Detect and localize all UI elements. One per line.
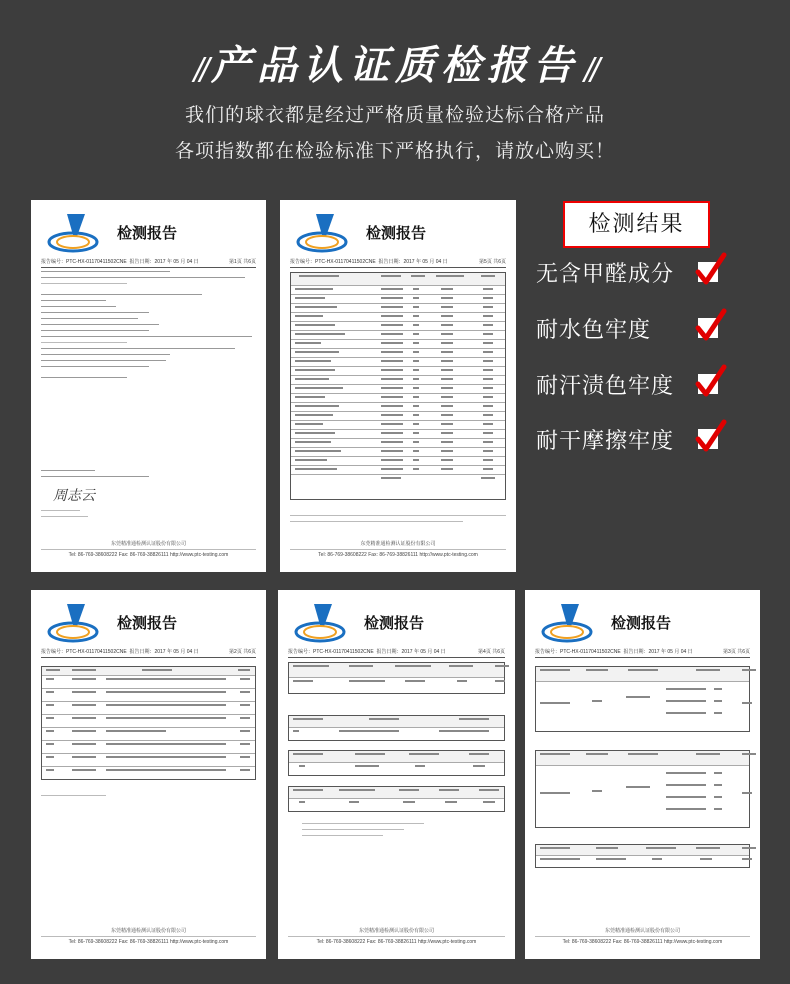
report-footer: 东莞精准通检测认证股份有限公司 Tel: 86-769-38608222 Fax: 86-769-38826111 http://www.ptc-testing.com (535, 927, 750, 945)
report-page-5 (280, 200, 516, 572)
report-meta: 报告编号：PTC-HX-01170411502CNE 报告日期：2017 年 05 月 04 日 第1页 共6页 (41, 258, 256, 268)
test-table (288, 750, 505, 776)
result-item-sweat-fastness: 耐汗渍色牢度 (536, 370, 736, 404)
report-meta: 报告编号：PTC-HX-01170411502CNE 报告日期：2017 年 05 月 04 日 第2页 共6页 (41, 648, 256, 658)
report-title: 检测报告 (366, 224, 427, 242)
report-page-4 (278, 590, 515, 959)
test-table (535, 666, 750, 732)
ptc-logo-icon (294, 212, 354, 256)
check-icon (694, 308, 728, 344)
report-footer: 东莞精准通检测认证股份有限公司 Tel: 86-769-38608222 Fax: 86-769-38826111 http://www.ptc-testing.com (41, 927, 256, 945)
test-table (288, 662, 505, 694)
report-footer: 东莞精准通检测认证股份有限公司 Tel: 86-769-38608222 Fax: 86-769-38826111 http://www.ptc-testing.com (41, 540, 256, 558)
report-body (41, 266, 256, 383)
page-title: 产品认证质检报告 (211, 43, 579, 89)
subtitle-line-2: 各项指数都在检验标准下严格执行，请放心购买！ (174, 140, 615, 162)
result-item-formaldehyde: 无含甲醛成分 (536, 258, 736, 292)
report-page-3 (525, 590, 760, 959)
check-icon (694, 252, 728, 288)
report-meta: 报告编号：PTC-HX-01170411502CNE 报告日期：2017 年 05 月 04 日 第4页 共6页 (288, 648, 505, 658)
report-title: 检测报告 (117, 614, 178, 632)
report-footer: 东莞精准通检测认证股份有限公司 Tel: 86-769-38608222 Fax: 86-769-38826111 http://www.ptc-testing.com (290, 540, 506, 558)
check-icon (694, 364, 728, 400)
report-title: 检测报告 (611, 614, 672, 632)
ptc-logo-icon (292, 602, 352, 646)
result-item-dry-rubbing: 耐干摩擦牢度 (536, 425, 736, 459)
report-footer: 东莞精准通检测认证股份有限公司 Tel: 86-769-38608222 Fax: 86-769-38826111 http://www.ptc-testing.com (288, 927, 505, 945)
report-meta: 报告编号：PTC-HX-01170411502CNE 报告日期：2017 年 05 月 04 日 第3页 共6页 (535, 648, 750, 658)
test-table (535, 844, 750, 868)
slash-right: // (584, 52, 597, 87)
report-title: 检测报告 (364, 614, 425, 632)
report-meta: 报告编号：PTC-HX-01170411502CNE 报告日期：2017 年 05 月 04 日 第5页 共6页 (290, 258, 506, 268)
test-table (288, 715, 505, 741)
test-table (535, 750, 750, 828)
result-item-water-fastness: 耐水色牢度 (536, 314, 736, 348)
ptc-logo-icon (45, 602, 105, 646)
slash-left: // (193, 52, 206, 87)
subtitle-line-1: 我们的球衣都是经过严格质量检验达标合格产品 (184, 104, 605, 126)
report-page-1 (31, 200, 266, 572)
test-table (41, 666, 256, 780)
result-heading: 检测结果 (563, 201, 710, 248)
signature: 周志云 (53, 488, 95, 504)
ptc-logo-icon (45, 212, 105, 256)
title-banner (0, 34, 790, 91)
test-table (290, 272, 506, 500)
check-icon (694, 419, 728, 455)
test-table (288, 786, 505, 812)
report-title: 检测报告 (117, 224, 178, 242)
report-page-2 (31, 590, 266, 959)
ptc-logo-icon (539, 602, 599, 646)
